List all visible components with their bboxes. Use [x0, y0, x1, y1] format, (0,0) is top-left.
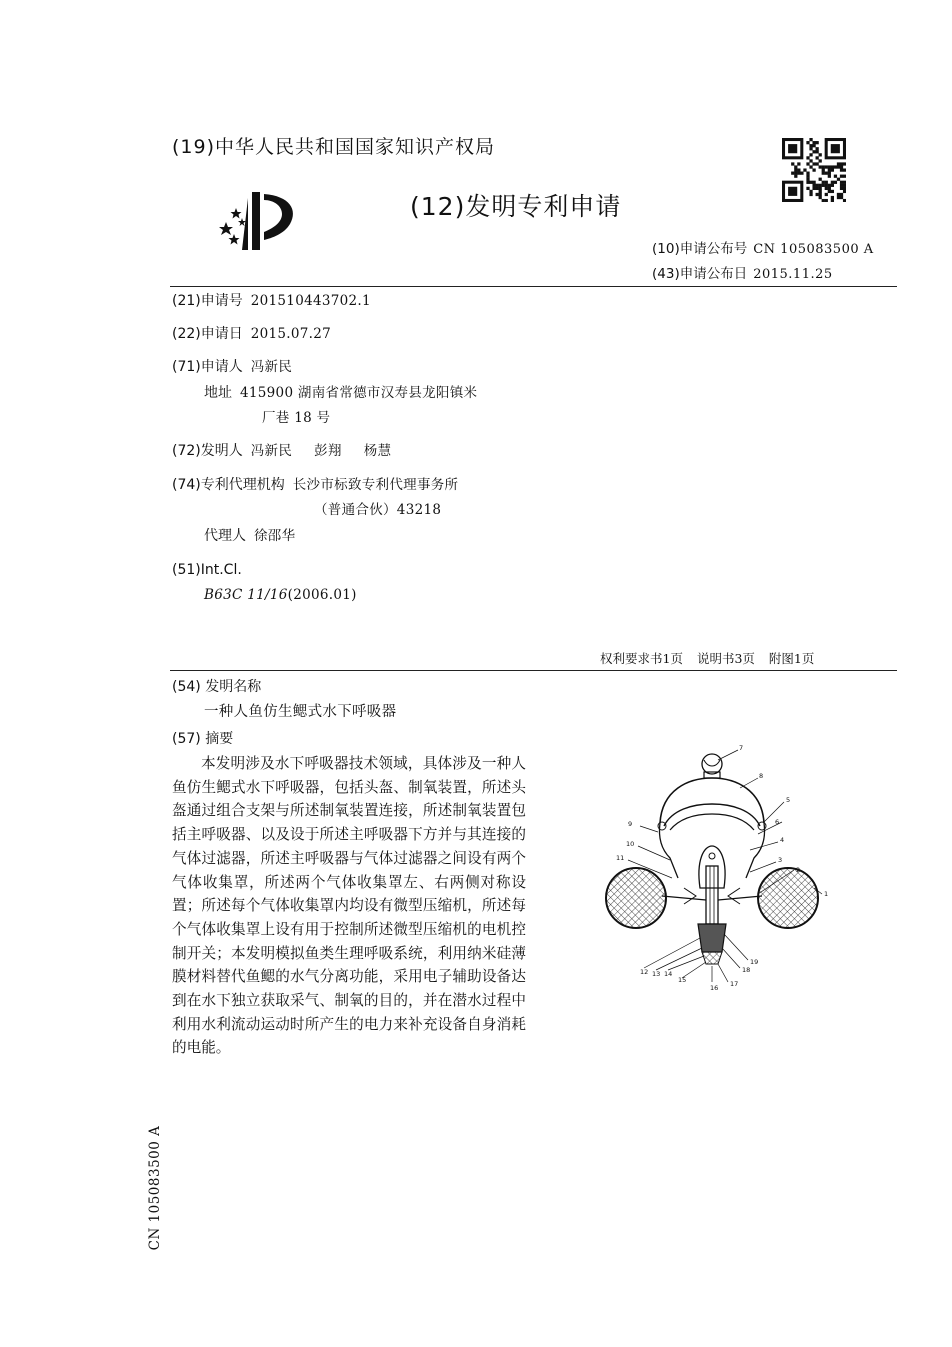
- part-number-label: 14: [664, 970, 673, 978]
- applicant-row: [172, 357, 292, 377]
- agency-line-2: [314, 500, 441, 520]
- part-number-label: 8: [759, 772, 764, 780]
- address-line-1: 415900 湖南省常德市汉寿县龙阳镇米: [240, 385, 478, 401]
- address-label: 地址: [204, 385, 232, 401]
- part-number-label: 4: [780, 836, 785, 844]
- application-number: 201510443702.1: [250, 293, 371, 309]
- agent-label: 代理人: [204, 528, 246, 544]
- claims-pages: 权利要求书1页: [600, 651, 683, 666]
- header-divider: [170, 286, 897, 287]
- abstract-label-text: (57) 摘要: [172, 731, 234, 747]
- filing-date-label: (22)申请日: [172, 326, 243, 342]
- part-number-label: 19: [750, 958, 759, 966]
- publication-number-label: (10)申请公布号: [652, 241, 748, 257]
- publication-date-label: (43)申请公布日: [652, 266, 748, 282]
- page-counts: [600, 649, 828, 667]
- part-number-label: 12: [640, 968, 649, 976]
- inventors-label: (72)发明人: [172, 443, 243, 459]
- applicant-label: (71)申请人: [172, 359, 243, 375]
- intcl-label: (51)Int.Cl.: [172, 562, 242, 578]
- agent: 徐邵华: [254, 528, 296, 544]
- cnipa-logo: [212, 188, 302, 256]
- part-number-label: 15: [678, 976, 687, 984]
- inventor-2: 彭翔: [314, 443, 342, 459]
- address-row: [204, 383, 477, 403]
- abstract-label: [172, 729, 233, 749]
- title-label: [172, 677, 261, 697]
- part-number-label: 9: [628, 820, 633, 828]
- title-label-text: (54) 发明名称: [172, 679, 262, 695]
- agency-line-2-text: （普通合伙）43218: [314, 502, 442, 518]
- part-number-label: 18: [742, 966, 751, 974]
- publication-number: CN 105083500 A: [753, 242, 874, 257]
- intcl-code-row: [204, 585, 357, 605]
- publication-number-row: [652, 237, 874, 257]
- part-number-label: 6: [775, 818, 780, 826]
- qr-code-icon: [782, 138, 846, 202]
- drawing-pages: 附图1页: [768, 651, 815, 666]
- inventors-row: [172, 441, 391, 461]
- part-number-label: 3: [778, 856, 783, 864]
- intcl-code: B63C 11/16: [204, 587, 288, 603]
- part-number-label: 11: [616, 854, 625, 862]
- intcl-row: [172, 560, 242, 580]
- application-number-row: [172, 291, 371, 311]
- invention-title-text: 一种人鱼仿生鳃式水下呼吸器: [204, 704, 397, 720]
- side-publication-number: [140, 1125, 170, 1250]
- part-number-label: 13: [652, 970, 661, 978]
- inventor-1: 冯新民: [250, 443, 293, 459]
- agency-label: (74)专利代理机构: [172, 477, 285, 493]
- agency-name: 长沙市标致专利代理事务所: [292, 477, 459, 493]
- intcl-version: (2006.01): [287, 587, 357, 603]
- document-type: (12)发明专利申请: [410, 192, 622, 221]
- abstract-drawing: [600, 738, 836, 998]
- part-number-label: 1: [824, 890, 829, 898]
- publication-date-row: [652, 262, 833, 282]
- applicant: 冯新民: [250, 359, 293, 375]
- part-number-label: 5: [786, 796, 791, 804]
- inventor-3: 杨慧: [363, 443, 392, 459]
- description-pages: 说明书3页: [696, 651, 755, 666]
- part-number-label: 7: [739, 744, 744, 752]
- patent-office-name: (19)中华人民共和国国家知识产权局: [172, 136, 496, 158]
- address-line-2-text: 厂巷 18 号: [262, 410, 331, 426]
- invention-title: [204, 702, 396, 722]
- side-publication-number-text: CN 105083500 A: [147, 1125, 163, 1250]
- filing-date: 2015.07.27: [250, 326, 332, 342]
- part-number-label: 10: [626, 840, 635, 848]
- publication-date: 2015.11.25: [753, 267, 833, 282]
- agency-row: [172, 475, 458, 495]
- address-line-2: [262, 408, 330, 428]
- abstract-text: 本发明涉及水下呼吸器技术领域，具体涉及一种人鱼仿生鳃式水下呼吸器，包括头盔、制氧装置，所述头盔通过组合支架与所述制氧装置连接，所述制氧装置包括主呼吸器、以及设于所述主呼吸器下方并与其连接的气体过滤器，所述主呼吸器与气体过滤器之间设有两个气体收集罩，所述两个气体收集罩左、右两侧对称设置；所述每个气体收集罩内均设有微型压缩机，所述每个气体收集罩上设有用于控制所述微型压缩机的电机控制开关；本发明模拟鱼类生理呼吸系统，利用纳米硅薄膜材料替代鱼鳃的水气分离功能，采用电子辅助设备达到在水下独立获取采气、制氧的目的，并在潜水过程中利用水利流动运动时所产生的电力来补充设备自身消耗的电能。: [172, 755, 526, 1057]
- filing-date-row: [172, 324, 331, 344]
- part-number-label: 16: [710, 984, 719, 992]
- part-number-label: 2: [796, 866, 801, 874]
- application-number-label: (21)申请号: [172, 293, 243, 309]
- agent-row: [204, 526, 295, 546]
- counts-divider: [170, 670, 897, 671]
- part-number-label: 17: [730, 980, 739, 988]
